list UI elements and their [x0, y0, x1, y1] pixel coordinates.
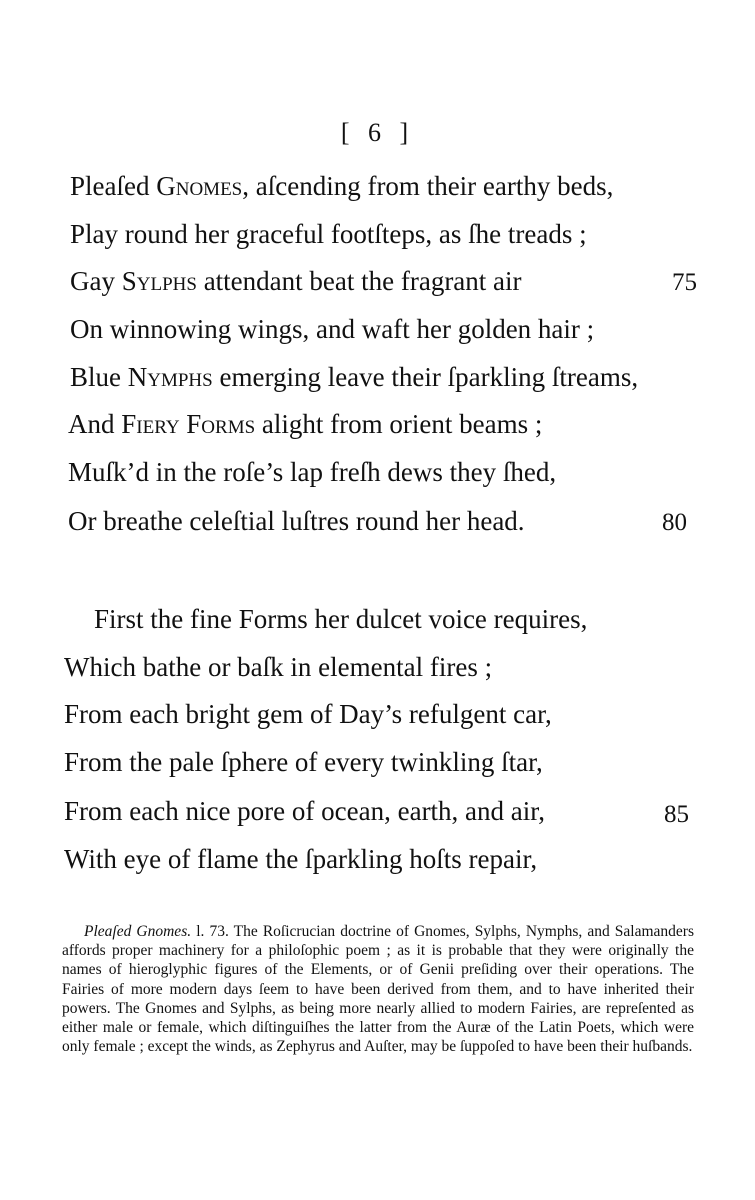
verse-smallcaps: Gnomes [156, 171, 243, 201]
verse-text: Gay [70, 266, 122, 296]
verse-text: attendant beat the fragrant air [196, 266, 522, 296]
verse-text: Play round her graceful footſteps, as ſhe treads ; [70, 219, 587, 249]
footnote-reference: l. 73. [191, 923, 234, 940]
verse-text: On winnowing wings, and waft her golden hair ; [70, 314, 595, 344]
verse-text: emerging leave their ſparkling ſtreams, [212, 362, 639, 392]
verse-text: alight from orient beams ; [255, 409, 543, 439]
verse-line: With eye of flame the ſparkling hoſts repair, [64, 844, 538, 874]
line-number: 80 [662, 509, 687, 536]
line-number: 75 [672, 269, 697, 296]
verse-text: Blue [70, 362, 128, 392]
verse-text: Pleaſed [70, 171, 157, 201]
verse-text: , aſcending from their earthy beds, [242, 171, 614, 201]
footnote-lemma: Pleaſed Gnomes. [84, 923, 192, 940]
footnote-body: The Roſicrucian doctrine of Gnomes, Sylphs, Nymphs, and Salamanders affords proper machinery for a philoſophic poem ; as it is probable that they were originally the names of hieroglyphic figures of the Elements, or of Genii preſiding over their operations. The Fairies of more modern days ſeem to have been derived from them, and to have inherited their powers. The Gnomes and Sylphs, as being more nearly allied to modern Fairies, are repreſented as either male or female, which diſtinguiſhes the latter from the Auræ of the Latin Poets, which were only female ; except the winds, as Zephyrus and Auſter, may be ſuppoſed to have been their huſbands. [62, 923, 695, 1056]
verse-line: From each nice pore of ocean, earth, and air, [64, 796, 545, 826]
verse-line: From the pale ſphere of every twinkling ſtar, [64, 747, 543, 777]
page-number: [ 6 ] [340, 118, 415, 147]
verse-text: And [68, 409, 122, 439]
verse-line [70, 170, 613, 202]
verse-line [70, 218, 587, 250]
footnote [62, 922, 694, 1056]
verse-line [68, 505, 525, 537]
line-number: 85 [664, 801, 689, 828]
verse-line [68, 456, 556, 488]
verse-line [70, 265, 522, 297]
verse-line [68, 408, 542, 440]
verse-smallcaps: Fiery Forms [121, 409, 256, 439]
verse-line: Which bathe or baſk in elemental fires ; [64, 652, 493, 682]
verse-line [70, 313, 594, 345]
verse-smallcaps: Sylphs [121, 266, 197, 296]
verse-line: From each bright gem of Day’s refulgent car, [64, 699, 552, 729]
verse-smallcaps: Nymphs [127, 362, 213, 392]
verse-line [70, 361, 638, 393]
verse-text: Muſk’d in the roſe’s lap freſh dews they ſhed, [68, 457, 557, 487]
verse-line: First the fine Forms her dulcet voice requires, [94, 604, 588, 634]
verse-text: Or breathe celeſtial luſtres round her head. [68, 506, 525, 536]
